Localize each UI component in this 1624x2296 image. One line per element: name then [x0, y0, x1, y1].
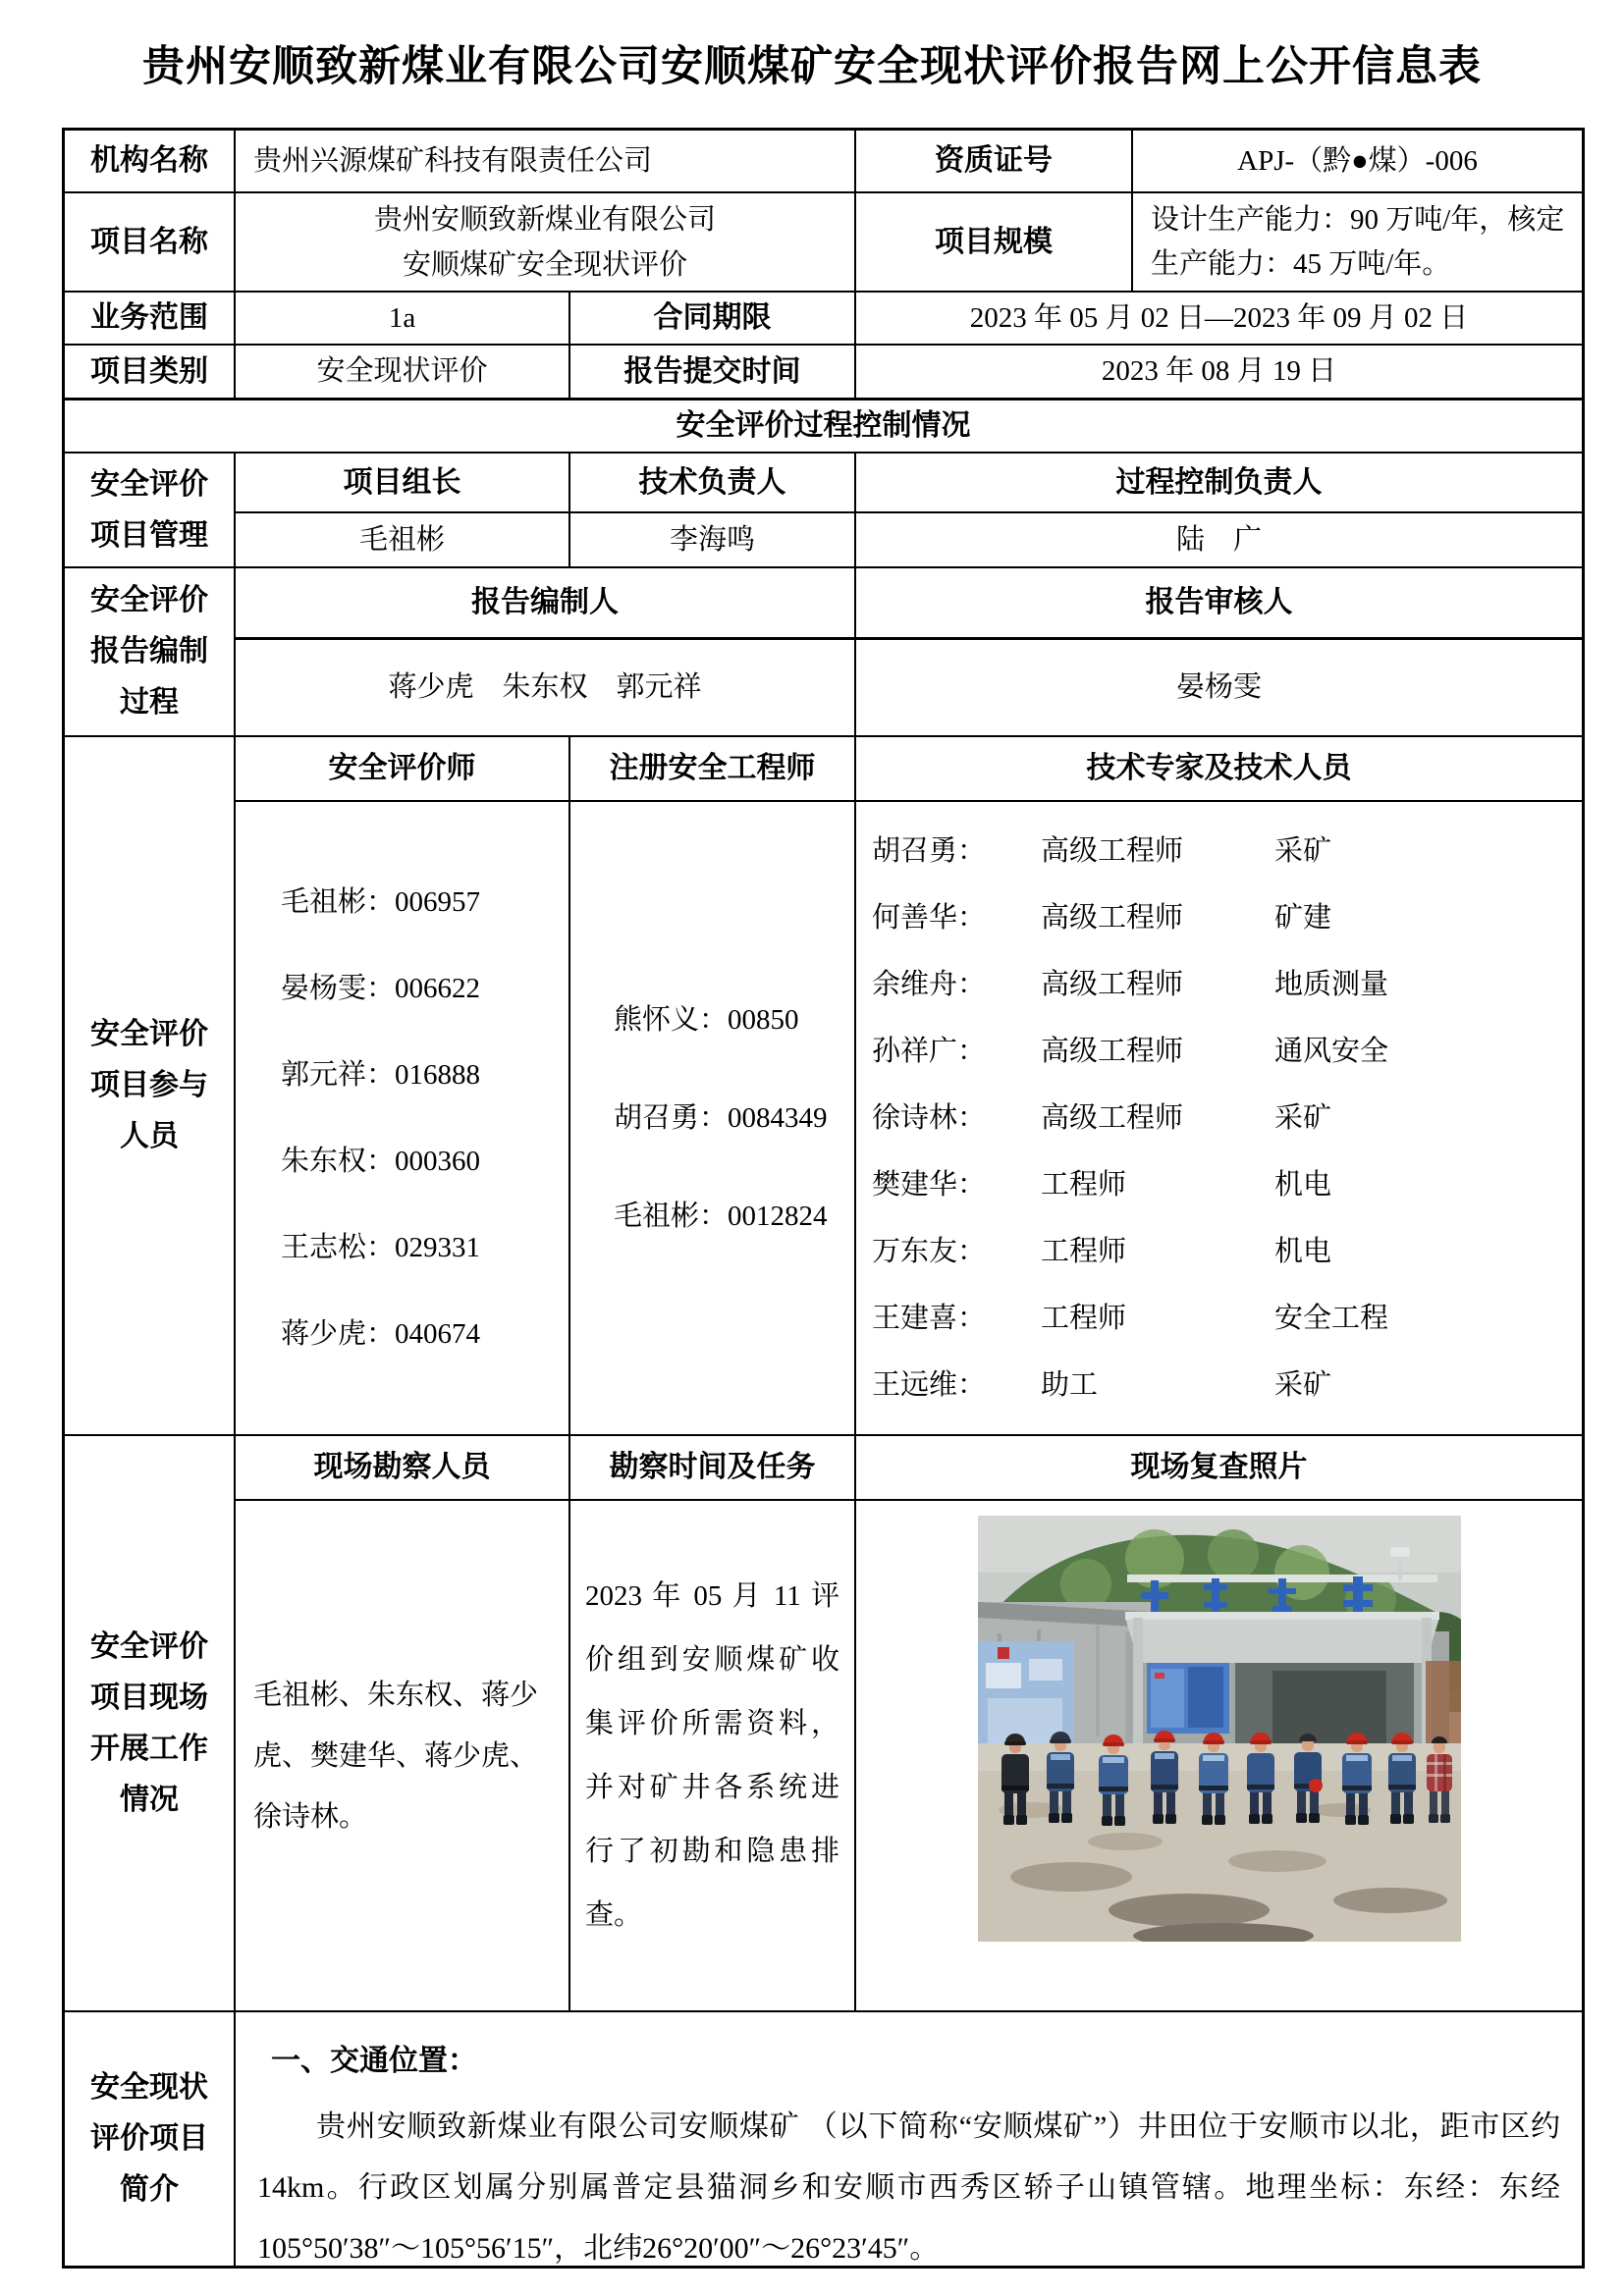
compilation-header-row [234, 568, 1582, 637]
management-side-line: 安全评价 [90, 467, 208, 501]
assessor-item: 晏杨雯：006622 [281, 973, 481, 1004]
reviewer-value: 晏杨雯 [854, 640, 1582, 735]
fieldwork-side-line: 情况 [120, 1783, 179, 1816]
section-fieldwork [65, 1434, 1582, 2010]
scope-value: 1a [234, 293, 568, 344]
expert-field: 采矿 [1274, 1369, 1332, 1401]
expert-field: 安全工程 [1274, 1303, 1389, 1334]
expert-name: 万东友： [872, 1236, 987, 1267]
expert-item [856, 1037, 1582, 1066]
fieldwork-side-line: 安全评价 [90, 1629, 208, 1663]
photo-wrapper [854, 1501, 1582, 2010]
participants-header-row [234, 737, 1582, 800]
row-organization [65, 131, 1582, 191]
expert-title: 助工 [1041, 1369, 1099, 1401]
leader-value: 毛祖彬 [234, 513, 568, 566]
submit-value: 2023 年 08 月 19 日 [854, 346, 1582, 398]
expert-field: 矿建 [1274, 902, 1332, 934]
project-label: 项目名称 [90, 225, 208, 258]
info-table [62, 128, 1585, 2269]
process-control-label: 过程控制负责人 [854, 454, 1582, 511]
participants-side-line: 人员 [120, 1120, 179, 1152]
compilation-value-row [234, 637, 1582, 735]
expert-name: 徐诗林： [872, 1102, 987, 1134]
expert-item [856, 1237, 1582, 1266]
expert-item [856, 1170, 1582, 1200]
intro-paragraph: 贵州安顺致新煤业有限公司安顺煤矿 （以下简称“安顺煤矿”）井田位于安顺市以北，距市区约14km。行政区划属分别属普定县猫洞乡和安顺市西秀区轿子山镇管辖。地理坐标：东经：东经105°50′38″～105°56′15″，北纬26°20′00″～26°23′45″。 [257, 2109, 1560, 2265]
compilation-side-line: 安全评价 [90, 584, 208, 616]
tech-lead-label: 技术负责人 [568, 454, 854, 511]
fieldwork-side-label [65, 1436, 234, 2010]
process-control-value: 陆 广 [854, 513, 1582, 566]
expert-field: 通风安全 [1274, 1036, 1389, 1067]
surveyor-header: 现场勘察人员 [234, 1436, 568, 1499]
org-value: 贵州兴源煤矿科技有限责任公司 [234, 131, 854, 191]
expert-title: 高级工程师 [1041, 835, 1184, 867]
participants-side-line: 项目参与 [90, 1069, 208, 1101]
writer-value: 蒋少虎 朱东权 郭元祥 [234, 640, 854, 735]
expert-name: 孙祥广： [872, 1036, 987, 1067]
reviewer-label: 报告审核人 [854, 568, 1582, 637]
management-value-row [234, 511, 1582, 566]
contract-value: 2023 年 05 月 02 日—2023 年 09 月 02 日 [854, 293, 1582, 344]
section-intro [65, 2010, 1582, 2266]
expert-title: 高级工程师 [1041, 902, 1184, 934]
expert-title: 高级工程师 [1041, 1102, 1184, 1134]
participants-side-line: 安全评价 [90, 1018, 208, 1050]
participants-side-label [65, 737, 234, 1434]
expert-list [854, 802, 1582, 1434]
project-value-line2: 安顺煤矿安全现状评价 [402, 248, 687, 281]
intro-side-line: 评价项目 [90, 2122, 208, 2155]
assessor-item: 郭元祥：016888 [281, 1059, 481, 1091]
expert-name: 樊建华： [872, 1169, 987, 1201]
compilation-side-label [65, 568, 234, 735]
site-review-photo [978, 1516, 1461, 1942]
scale-value: 设计生产能力：90 万吨/年，核定生产能力：45 万吨/年。 [1131, 193, 1582, 291]
expert-field: 采矿 [1274, 835, 1332, 867]
assessor-item: 朱东权：000360 [281, 1146, 481, 1177]
engineer-item: 胡召勇：0084349 [614, 1102, 828, 1134]
category-value: 安全现状评价 [234, 346, 568, 398]
expert-title: 工程师 [1041, 1169, 1127, 1201]
assessor-header: 安全评价师 [234, 737, 568, 800]
intro-side-label [65, 2012, 234, 2266]
surveyor-names: 毛祖彬、朱东权、蒋少虎、樊建华、蒋少虎、徐诗林。 [234, 1501, 568, 2010]
intro-side-line: 安全现状 [90, 2071, 208, 2104]
expert-header: 技术专家及技术人员 [854, 737, 1582, 800]
task-header: 勘察时间及任务 [568, 1436, 854, 1499]
cert-label: 资质证号 [854, 131, 1131, 191]
expert-title: 工程师 [1041, 1303, 1127, 1334]
assessor-list [234, 802, 568, 1434]
row-process-banner [65, 398, 1582, 452]
management-side-line: 项目管理 [90, 518, 208, 552]
section-participants [65, 735, 1582, 1434]
expert-item [856, 1370, 1582, 1400]
compilation-side-line: 过程 [120, 686, 179, 719]
engineer-list [568, 802, 854, 1434]
process-section-title: 安全评价过程控制情况 [676, 409, 971, 443]
expert-title: 高级工程师 [1041, 1036, 1184, 1067]
row-category [65, 344, 1582, 398]
assessor-item: 毛祖彬：006957 [281, 886, 481, 918]
category-label: 项目类别 [90, 354, 208, 388]
intro-content [234, 2012, 1582, 2266]
engineer-header: 注册安全工程师 [568, 737, 854, 800]
engineer-item: 熊怀义：00850 [614, 1004, 799, 1036]
expert-name: 王建喜： [872, 1303, 987, 1334]
expert-field: 采矿 [1274, 1102, 1332, 1134]
section-management [65, 452, 1582, 566]
expert-field: 机电 [1274, 1169, 1332, 1201]
compilation-side-line: 报告编制 [90, 635, 208, 667]
intro-heading: 一、交通位置： [271, 2045, 477, 2077]
expert-item [856, 903, 1582, 933]
expert-name: 胡召勇： [872, 835, 987, 867]
tech-lead-value: 李海鸣 [568, 513, 854, 566]
cert-value: APJ-（黔●煤）-006 [1131, 131, 1582, 191]
section-compilation [65, 566, 1582, 735]
assessor-item: 王志松：029331 [281, 1232, 481, 1263]
intro-side-line: 简介 [120, 2173, 179, 2206]
management-header-row [234, 454, 1582, 511]
submit-label: 报告提交时间 [568, 346, 854, 398]
fieldwork-side-line: 开展工作 [90, 1732, 208, 1765]
row-project [65, 191, 1582, 291]
intro-content-row [234, 2012, 1582, 2266]
expert-item [856, 1103, 1582, 1133]
expert-name: 余维舟： [872, 969, 987, 1000]
project-value-line1: 贵州安顺致新煤业有限公司 [373, 203, 716, 236]
expert-item [856, 1304, 1582, 1333]
fieldwork-content-row [234, 1499, 1582, 2010]
expert-item [856, 836, 1582, 866]
participants-content-row [234, 800, 1582, 1434]
expert-title: 高级工程师 [1041, 969, 1184, 1000]
expert-item [856, 970, 1582, 999]
assessor-item: 蒋少虎：040674 [281, 1318, 481, 1350]
contract-label: 合同期限 [568, 293, 854, 344]
leader-label: 项目组长 [234, 454, 568, 511]
expert-name: 何善华： [872, 902, 987, 934]
expert-field: 地质测量 [1274, 969, 1389, 1000]
project-value [234, 193, 854, 291]
expert-title: 工程师 [1041, 1236, 1127, 1267]
row-scope [65, 291, 1582, 344]
writer-label: 报告编制人 [234, 568, 854, 637]
page-title: 贵州安顺致新煤业有限公司安顺煤矿安全现状评价报告网上公开信息表 [142, 43, 1482, 90]
management-side-label [65, 454, 234, 566]
expert-field: 机电 [1274, 1236, 1332, 1267]
expert-name: 王远维： [872, 1369, 987, 1401]
photo-header: 现场复查照片 [854, 1436, 1582, 1499]
engineer-item: 毛祖彬：0012824 [614, 1201, 828, 1232]
fieldwork-side-line: 项目现场 [90, 1681, 208, 1714]
fieldwork-header-row [234, 1436, 1582, 1499]
survey-task: 2023 年 05 月 11 评价组到安顺煤矿收集评价所需资料，并对矿井各系统进行了初勘和隐患排查。 [568, 1501, 854, 2010]
scope-label: 业务范围 [90, 301, 208, 335]
org-label: 机构名称 [90, 144, 208, 178]
scale-label: 项目规模 [854, 193, 1131, 291]
